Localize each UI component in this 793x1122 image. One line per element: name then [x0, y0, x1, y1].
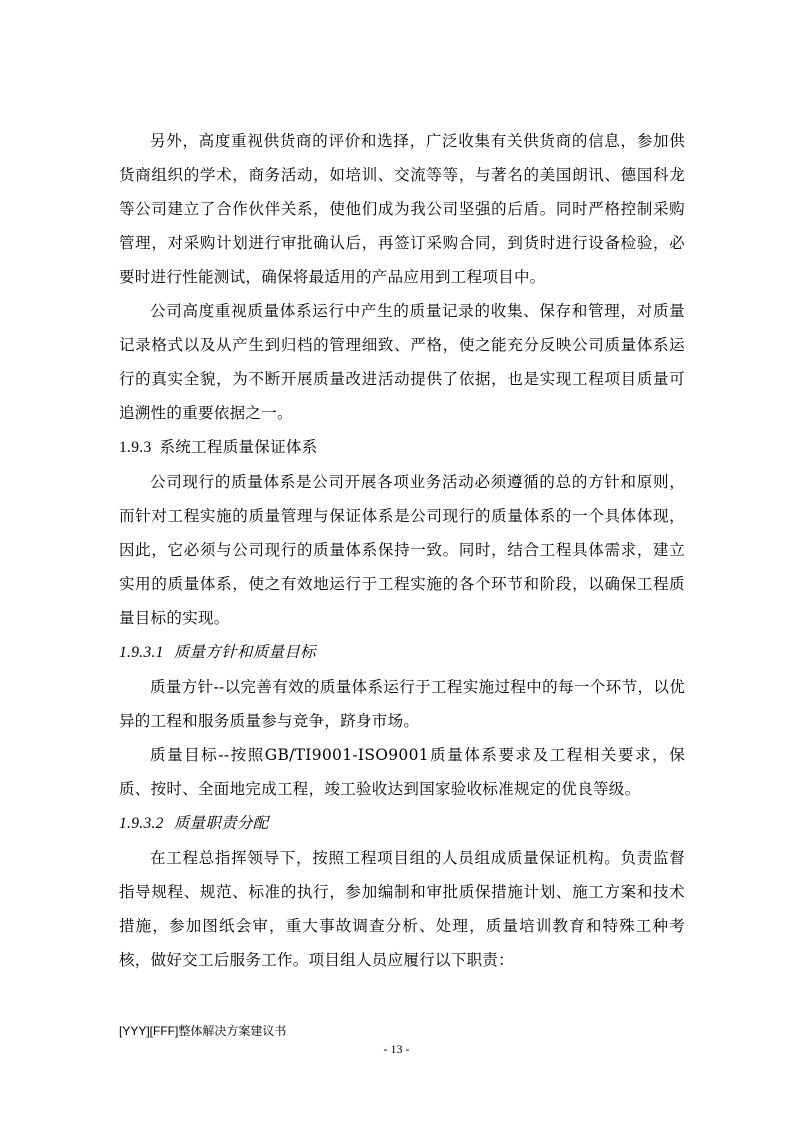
- paragraph-quality-records: 公司高度重视质量体系运行中产生的质量记录的收集、保存和管理，对质量记录格式以及从产生到归档的管理细致、严格，使之能充分反映公司质量体系运行的真实全貌，为不断开展质量改进活动提供了依据，也是实现工程项目质量可追溯性的重要依据之一。: [119, 302, 685, 422]
- paragraph-quality-system: 公司现行的质量体系是公司开展各项业务活动必须遵循的总的方针和原则，而针对工程实施的质量管理与保证体系是公司现行的质量体系的一个具体体现，因此，它必须与公司现行的质量体系保持一致。同时，结合工程具体需求，建立实用的质量体系，使之有效地运行于工程实施的各个环节和阶段，以确保工程质量目标的实现。: [119, 473, 685, 627]
- section-heading-1-9-3-1: [119, 635, 685, 670]
- section-number: 1.9.3: [119, 439, 152, 456]
- paragraph-responsibilities: 在工程总指挥领导下，按照工程项目组的人员组成质量保证机构。负责监督指导规程、规范、标准的执行，参加编制和审批质保措施计划、施工方案和技术措施，参加图纸会审，重大事故调查分析、处理，质量培训教育和特殊工种考核，做好交工后服务工作。项目组人员应履行以下职责：: [119, 849, 685, 969]
- document-body: [119, 124, 685, 977]
- paragraph-quality-policy: 质量方针--以完善有效的质量体系运行于工程实施过程中的每一个环节，以优异的工程和服务质量参与竞争，跻身市场。: [119, 678, 685, 730]
- page-number: - 13 -: [383, 1042, 410, 1056]
- section-heading-1-9-3: [119, 430, 685, 465]
- section-title: 系统工程质量保证体系: [159, 438, 318, 456]
- section-title: 质量职责分配: [173, 814, 269, 832]
- footer-document-title: [YYY][FFF]整体解决方案建议书: [119, 1024, 287, 1038]
- section-number: 1.9.3.2: [119, 815, 164, 832]
- paragraph-quality-goal: 质量目标--按照GB/TI9001-ISO9001质量体系要求及工程相关要求，保质、按时、全面地完成工程，竣工验收达到国家验收标准规定的优良等级。: [119, 746, 685, 798]
- section-title: 质量方针和质量目标: [173, 643, 316, 661]
- paragraph-supplier-selection: 另外，高度重视供货商的评价和选择，广泛收集有关供货商的信息，参加供货商组织的学术，商务活动，如培训、交流等等，与著名的美国朗讯、德国科龙等公司建立了合作伙伴关系，使他们成为我公司坚强的后盾。同时严格控制采购管理，对采购计划进行审批确认后，再签订采购合同，到货时进行设备检验，必要时进行性能测试，确保将最适用的产品应用到工程项目中。: [119, 132, 685, 286]
- section-number: 1.9.3.1: [119, 644, 164, 661]
- section-heading-1-9-3-2: [119, 806, 685, 841]
